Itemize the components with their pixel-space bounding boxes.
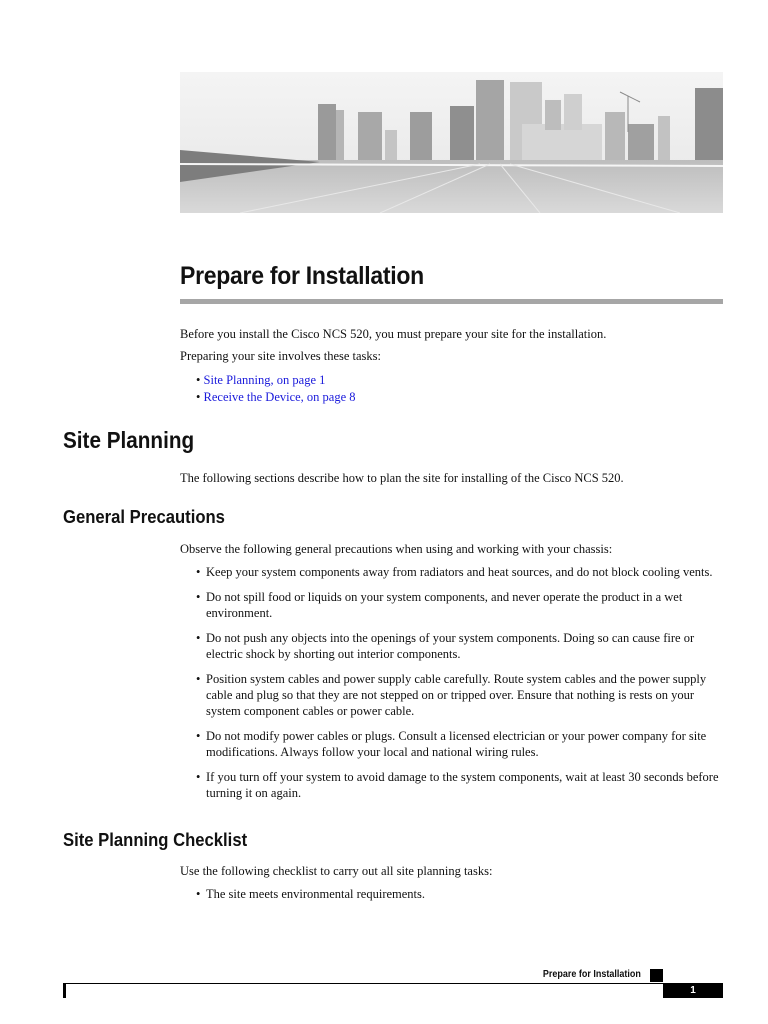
list-item: • Keep your system components away from radiators and heat sources, and do not block cooling vents.	[196, 564, 726, 580]
link-item	[196, 389, 356, 406]
footer-marker	[650, 969, 663, 982]
link-item	[196, 372, 356, 389]
checklist-heading: Site Planning Checklist	[63, 829, 248, 850]
tasks-intro: Preparing your site involves these tasks:	[180, 349, 382, 363]
footer-tick	[63, 983, 66, 998]
precautions-list	[196, 564, 726, 810]
title-rule	[180, 299, 723, 304]
list-item: • Do not spill food or liquids on your system components, and never operate the product in a wet environment.	[196, 589, 726, 621]
checklist-intro: Use the following checklist to carry out all site planning tasks:	[180, 864, 493, 878]
checklist-list	[196, 886, 726, 911]
chapter-title: Prepare for Installation	[180, 262, 424, 290]
list-item: • Do not modify power cables or plugs. Consult a licensed electrician or your power company for site modifications. Always follow your local and national wiring rules.	[196, 728, 726, 760]
list-item: • Do not push any objects into the openings of your system components. Doing so can cause fire or electric shock by shorting out interior components.	[196, 630, 726, 662]
page-number: 1	[663, 983, 723, 998]
list-item: • If you turn off your system to avoid damage to the system components, wait at least 30 seconds before turning it on again.	[196, 769, 726, 801]
footer-title: Prepare for Installation	[542, 969, 641, 980]
footer-rule	[63, 983, 723, 984]
task-links	[196, 372, 356, 406]
receive-device-link[interactable]: Receive the Device, on page 8	[203, 390, 356, 404]
site-planning-link[interactable]: Site Planning, on page 1	[203, 373, 326, 387]
site-planning-intro: The following sections describe how to plan the site for installing of the Cisco NCS 520.	[180, 471, 624, 485]
chapter-intro: Before you install the Cisco NCS 520, you must prepare your site for the installation.	[180, 327, 607, 341]
site-planning-heading: Site Planning	[63, 427, 195, 453]
list-item: • The site meets environmental requirements.	[196, 886, 726, 902]
precautions-intro: Observe the following general precautions when using and working with your chassis:	[180, 542, 613, 556]
general-precautions-heading: General Precautions	[63, 506, 225, 527]
list-item: • Position system cables and power supply cable carefully. Route system cables and the power supply cable and plug so that they are not stepped on or tripped over. Ensure that nothing is rests on your system component cables or power cable.	[196, 671, 726, 719]
city-skyline-banner	[180, 72, 723, 213]
